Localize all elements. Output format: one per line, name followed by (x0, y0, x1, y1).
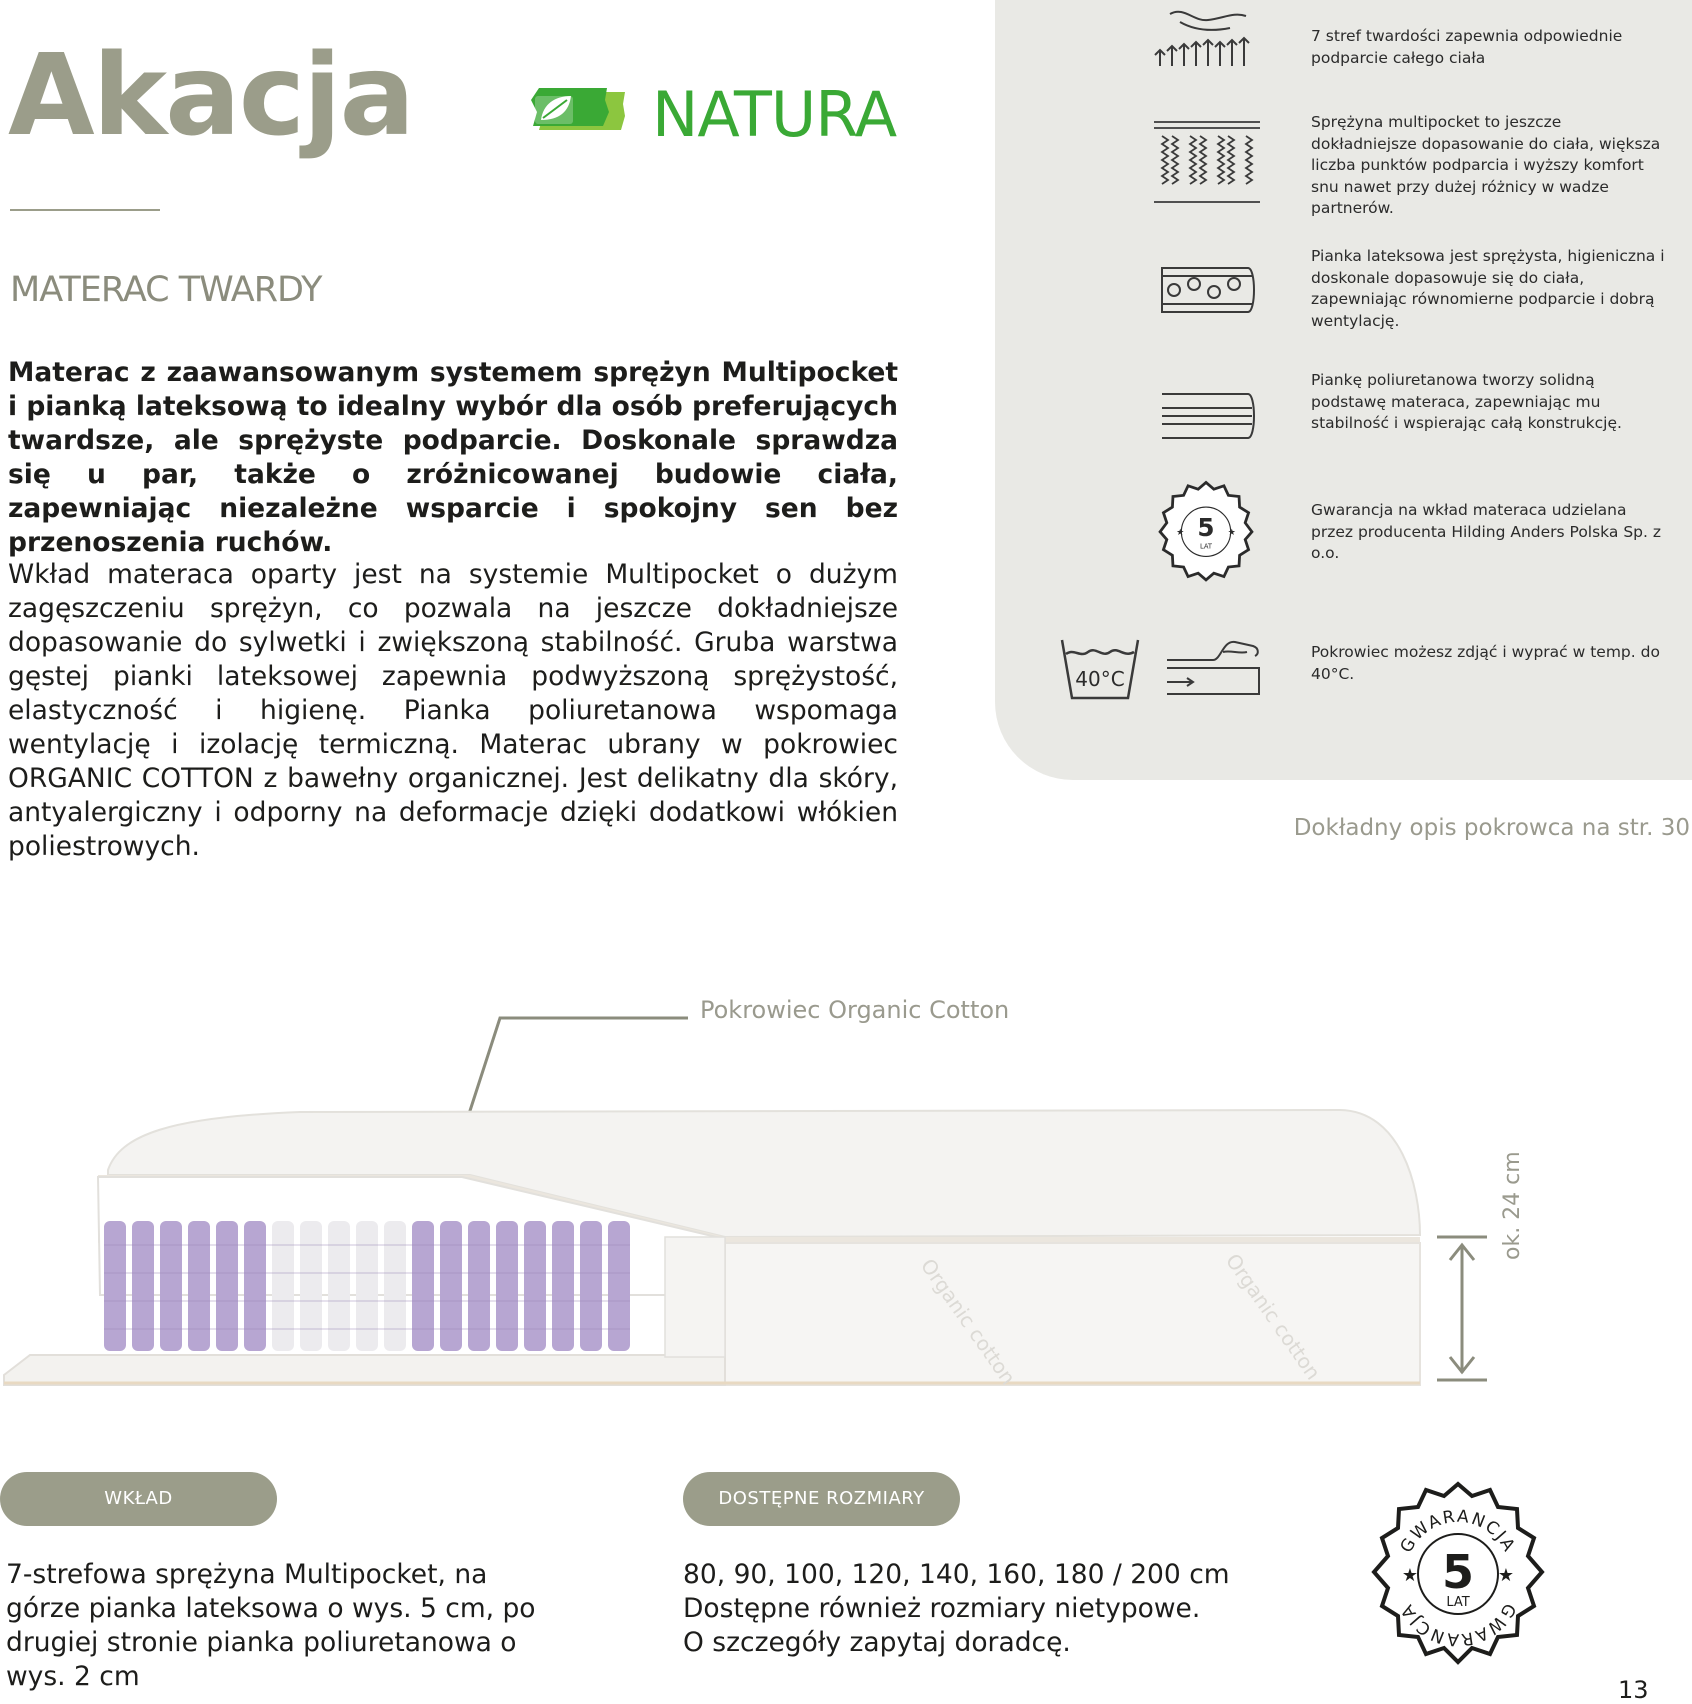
height-dimension-arrow (1437, 1237, 1487, 1380)
seal-small-unit: LAT (1199, 542, 1213, 551)
wash-tub-icon (1058, 636, 1142, 702)
latex-foam-icon (1158, 262, 1258, 318)
body-paragraph: Wkład materaca oparty jest na systemie Multipocket o dużym zagęszczeniu sprężyn, co pozwala na jeszcze dokładniejsze dopasowanie do sylwetki i zwiększoną stabilność. Gruba warstwa gęstej pianki lateksowej zapewnia podwyższoną sprężystość, elastyczność i higienę. Pianka poliuretanowa wspomaga wentylację i izolację termiczną. Materac ubrany w pokrowiec ORGANIC COTTON z bawełny organicznej. Jest delikatny dla skóry, antyalergiczny i odporny na deformacje dzięki dodatkowi włókien poliestrowych. (8, 559, 898, 862)
seal-star-right-icon: ★ (1227, 528, 1236, 539)
seal-top-text: GWARANCJA (1396, 1506, 1520, 1557)
warranty-seal-large-icon (1358, 1478, 1558, 1678)
wklad-heading: WKŁAD (0, 1472, 277, 1526)
seal-large-star-right-icon: ★ (1497, 1565, 1515, 1586)
natura-leaf-logo-icon (525, 84, 630, 134)
feature-text-wash: Pokrowiec możesz zdjąć i wyprać w temp. do 40°C. (1311, 643, 1660, 683)
seal-star-left-icon: ★ (1176, 528, 1185, 539)
height-label: ok. 24 cm (1500, 1151, 1525, 1260)
product-subtitle: MATERAC TWARDY (10, 270, 322, 310)
feature-text-latex: Pianka lateksowa jest sprężysta, higieniczna i doskonale dopasowuje się do ciała, zapewniając równomierne podparcie i dobrą wentylację. (1311, 247, 1665, 330)
sizes-contact-note: O szczegóły zapytaj doradcę. (683, 1627, 1071, 1658)
title-divider (10, 209, 160, 211)
seal-bottom-text: GWARANCJA (1396, 1599, 1520, 1650)
feature-text-zones: 7 stref twardości zapewnia odpowiednie podparcie całego ciała (1311, 27, 1623, 67)
mattress-cross-section-illustration (0, 1005, 1692, 1405)
wklad-description: 7-strefowa sprężyna Multipocket, na górze pianka lateksowa o wys. 5 cm, po drugiej stronie pianka poliuretanowa o wys. 2 cm (6, 1559, 536, 1692)
wash-temperature-label: 40°C (1075, 667, 1125, 691)
callout-line (467, 1018, 688, 1120)
sizes-heading: DOSTĘPNE ROZMIARY (683, 1472, 960, 1526)
seal-large-star-left-icon: ★ (1401, 1565, 1419, 1586)
seal-unit: LAT (1446, 1595, 1470, 1610)
feature-text-multipocket: Sprężyna multipocket to jeszcze dokładniejsze dopasowanie do ciała, większa liczba punktów podparcia i wyższy komfort snu nawet przy dużej różnicy w wadze partnerów. (1311, 113, 1661, 217)
feature-text-polyurethane: Piankę poliuretanowa tworzy solidną podstawę materaca, zapewniając mu stabilność i wspierając całą konstrukcję. (1311, 371, 1622, 432)
fabric-print-left: Organic cotton (915, 1254, 1021, 1390)
zones-support-icon (1150, 2, 1260, 78)
feature-text-warranty: Gwarancja na wkład materaca udzielana przez producenta Hilding Anders Polska Sp. z o.o. (1311, 501, 1661, 562)
seal-small-number: 5 (1197, 513, 1215, 543)
multipocket-spring-icon (1150, 118, 1265, 206)
cover-layer-label: Pokrowiec Organic Cotton (700, 996, 1010, 1024)
sizes-block (683, 1558, 1283, 1660)
product-title: Akacja (8, 31, 414, 161)
page-number: 13 (1618, 1676, 1649, 1704)
removable-cover-icon (1163, 632, 1263, 702)
fabric-print-right: Organic cotton (1220, 1249, 1326, 1385)
natura-brand-label: NATURA (652, 78, 897, 151)
sizes-list: 80, 90, 100, 120, 140, 160, 180 / 200 cm (683, 1559, 1230, 1590)
sizes-custom-note: Dostępne również rozmiary nietypowe. (683, 1593, 1201, 1624)
warranty-seal-icon (1150, 478, 1262, 590)
lead-paragraph: Materac z zaawansowanym systemem sprężyn Multipocket i pianką lateksową to idealny wybór dla osób preferujących twardsze, ale sprężyste podparcie. Doskonale sprawdza się u par, także o zróżnicowanej budowie ciała, zapewniając niezależne wsparcie i spokojny sen bez przenoszenia ruchów. (8, 357, 898, 558)
seal-number: 5 (1441, 1545, 1475, 1599)
cover-reference-note: Dokładny opis pokrowca na str. 30 (1293, 815, 1690, 841)
polyurethane-foam-icon (1158, 388, 1258, 444)
